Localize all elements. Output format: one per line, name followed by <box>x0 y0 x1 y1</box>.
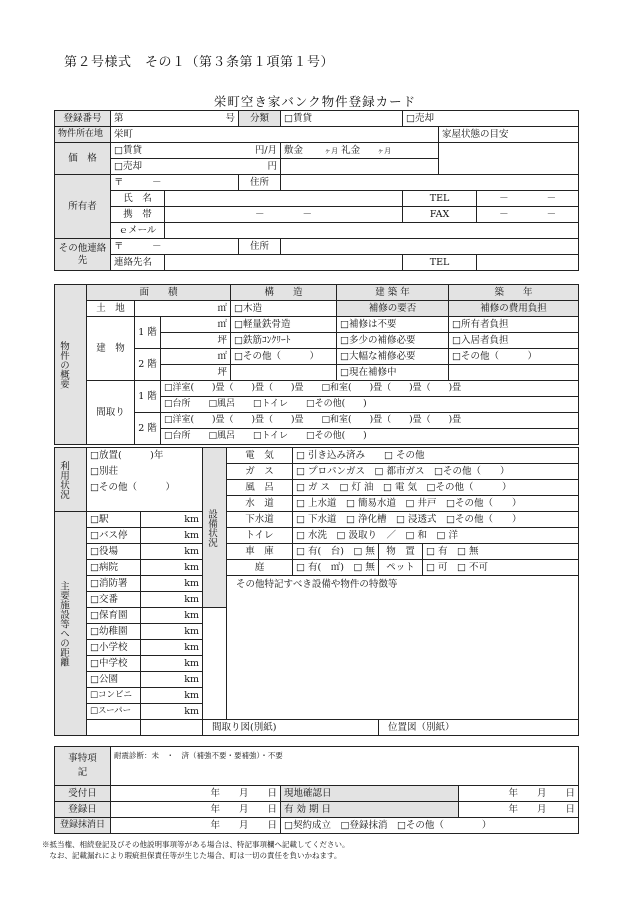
repair-need-header: 補修の要否 <box>337 301 449 317</box>
equip-sewer-value[interactable]: □ 下水道 □ 浄化槽 □ 浸透式 □その他（ ） <box>293 512 579 528</box>
registered-label: 登録日 <box>55 802 111 818</box>
equip-sewer-label: 下水道 <box>227 512 293 528</box>
struct-light-steel[interactable]: □軽量鉄骨造 <box>231 317 337 333</box>
equip-electric-value[interactable]: □ 引き込み済み □ その他 <box>293 448 579 464</box>
price-chintai-checkbox[interactable]: □賃貸 <box>114 145 142 156</box>
other-tel-field[interactable] <box>477 255 579 271</box>
facility-blank-km <box>141 720 203 736</box>
received-label: 受付日 <box>55 786 111 802</box>
floor1-sqm-field[interactable]: ㎡ <box>161 317 231 333</box>
struct-rc[interactable]: □鉄筋ｺﾝｸﾘｰﾄ <box>231 333 337 349</box>
reg-label: 登録番号 <box>55 111 111 127</box>
need-some[interactable]: □多少の補修必要 <box>337 333 449 349</box>
floor1-tsubo-field[interactable]: 坪 <box>161 333 231 349</box>
facility-blank <box>87 720 141 736</box>
other-contact-name-label: 連絡先名 <box>111 255 165 271</box>
other-postal[interactable]: 〒 － <box>111 239 239 255</box>
floor2-tsubo-field[interactable]: 坪 <box>161 365 231 381</box>
equip-garden-value[interactable]: □ 有( ㎡) □ 無 <box>293 560 379 576</box>
facility-nursery[interactable]: □保育園 <box>87 608 141 624</box>
equip-pet-value[interactable]: □ 可 □ 不可 <box>423 560 579 576</box>
cancel-reasons[interactable]: □契約成立 □登録抹消 □その他（ ） <box>281 818 579 834</box>
facility-nursery-km[interactable]: km <box>141 608 203 624</box>
area-header: 面 積 <box>87 285 231 301</box>
land-label: 土 地 <box>87 301 135 317</box>
special-features-label: その他特記すべき設備や物件の特徴等 <box>236 579 398 590</box>
site-check-label: 現地確認日 <box>281 786 459 802</box>
cost-blank <box>449 365 579 381</box>
form-title: 栄町空き家バンク物件登録カード <box>213 94 417 109</box>
floor2-sqm-field[interactable]: ㎡ <box>161 349 231 365</box>
equip-gas-label: ガ ス <box>227 464 293 480</box>
reg-dai: 第 <box>114 113 124 124</box>
other-contact-label: その他連絡先 <box>55 239 111 271</box>
facility-supermarket-km[interactable]: km <box>141 704 203 720</box>
registered-date[interactable]: 年 月 日 <box>111 802 281 818</box>
shikikin-label: 敷金 <box>284 144 304 156</box>
usage-villa[interactable]: □別荘 <box>90 466 118 477</box>
facility-police[interactable]: □交番 <box>87 592 141 608</box>
facility-bus[interactable]: □バス停 <box>87 528 141 544</box>
owner-fax-field[interactable]: － － <box>477 207 579 223</box>
equip-toilet-label: トイレ <box>227 528 293 544</box>
facility-juniorhigh[interactable]: □中学校 <box>87 656 141 672</box>
equip-water-label: 水 道 <box>227 496 293 512</box>
site-check-date[interactable]: 年 月 日 <box>459 786 579 802</box>
equip-storage-value[interactable]: □ 有 □ 無 <box>423 544 579 560</box>
reikin-label: 礼金 <box>341 144 361 156</box>
facility-police-km[interactable]: km <box>141 592 203 608</box>
equip-bath-value[interactable]: □ ガ ス □ 灯 油 □ 電 気 □その他（ ） <box>293 480 579 496</box>
price-unit-month: 円/月 <box>254 145 278 156</box>
cancelled-date[interactable]: 年 月 日 <box>111 818 281 834</box>
layout-floor2-rooms[interactable]: □洋室( )畳（ )畳（ )畳 □和室( )畳（ )畳（ )畳 <box>161 413 579 429</box>
cost-other[interactable]: □その他（ ） <box>449 349 579 365</box>
address-field[interactable]: 栄町 <box>111 127 439 143</box>
equip-garage-value[interactable]: □ 有( 台) □ 無 <box>293 544 379 560</box>
other-address-label: 住所 <box>239 239 281 255</box>
equip-water-value[interactable]: □ 上水道 □ 簡易水道 □ 井戸 □その他（ ） <box>293 496 579 512</box>
valid-label: 有 効 期 日 <box>281 802 459 818</box>
facility-bus-km[interactable]: km <box>141 528 203 544</box>
owner-postal[interactable]: 〒 － <box>111 175 239 191</box>
struct-other[interactable]: □その他（ ） <box>231 349 337 365</box>
equip-electric-label: 電 気 <box>227 448 293 464</box>
owner-name-field[interactable] <box>165 191 403 207</box>
reg-number-field[interactable] <box>111 111 239 127</box>
equip-garden-label: 庭 <box>227 560 293 576</box>
land-area-field[interactable]: ㎡ <box>135 301 231 317</box>
layout-floor1-facilities[interactable]: □台所 □風呂 □トイレ □その他( ) <box>161 397 579 413</box>
building-floor2-label: 2 階 <box>135 349 161 381</box>
footnotes <box>42 839 350 861</box>
usage-other[interactable]: □その他（ ） <box>90 482 175 493</box>
layout-label: 間取り <box>87 381 135 445</box>
notes-field[interactable]: 耐震診断：未 ・ 済（補強不要・要補強）・不要 <box>111 747 579 786</box>
form-header: 第２号様式 その１（第３条第１項第１号） <box>64 55 335 70</box>
location-map-field[interactable]: 位置図（別紙） <box>379 720 579 736</box>
owner-address-label: 住所 <box>239 175 281 191</box>
facility-kindergarten[interactable]: □幼稚園 <box>87 624 141 640</box>
owner-email-label: ｅメール <box>111 223 165 239</box>
price-baikyaku-field[interactable] <box>111 159 281 175</box>
price-baikyaku-checkbox[interactable]: □売却 <box>114 161 142 172</box>
facility-elementary-km[interactable]: km <box>141 640 203 656</box>
owner-address-field[interactable] <box>281 175 579 191</box>
facility-hospital-km[interactable]: km <box>141 560 203 576</box>
footnote-2: なお、記載漏れにより瑕疵担保責任等が生じた場合、町は一切の責任を負いかねます。 <box>42 851 342 860</box>
chiku-header: 築 年 <box>449 285 579 301</box>
need-none[interactable]: □補修は不要 <box>337 317 449 333</box>
cost-tenant[interactable]: □入居者負担 <box>449 333 579 349</box>
baikyaku-checkbox[interactable]: □売却 <box>403 111 579 127</box>
facility-townhall-km[interactable]: km <box>141 544 203 560</box>
usage-abandoned[interactable]: □放置( )年 <box>87 448 203 464</box>
facility-station-km[interactable]: km <box>141 512 203 528</box>
equip-garage-label: 車 庫 <box>227 544 293 560</box>
received-date[interactable]: 年 月 日 <box>111 786 281 802</box>
facility-station[interactable]: □駅 <box>87 512 141 528</box>
house-state-label: 家屋状態の目安 <box>439 127 579 143</box>
notes-dates-table <box>54 746 579 834</box>
facility-elementary[interactable]: □小学校 <box>87 640 141 656</box>
price-unit-yen: 円 <box>267 161 278 172</box>
built-year-header: 建 築 年 <box>337 285 449 301</box>
overview-label: 物件の概要 <box>55 285 87 445</box>
facility-supermarket[interactable]: □スーパー <box>87 704 141 720</box>
registration-card <box>54 110 579 271</box>
layout-floor2-label: 2 階 <box>135 413 161 445</box>
floorplan-field[interactable]: 間取り図(別紙) <box>203 720 379 736</box>
valid-date[interactable]: 年 月 日 <box>459 802 579 818</box>
price-label: 価 格 <box>55 143 111 175</box>
notes-label: 事特項記 <box>55 747 111 786</box>
facility-fire[interactable]: □消防署 <box>87 576 141 592</box>
building-floor1-label: 1 階 <box>135 317 161 349</box>
chintai-checkbox[interactable]: □賃貸 <box>281 111 403 127</box>
equip-pet-label: ペット <box>379 560 423 576</box>
struct-wood[interactable]: □木造 <box>231 301 337 317</box>
usage-equipment-table <box>54 447 579 736</box>
facility-juniorhigh-km[interactable]: km <box>141 656 203 672</box>
equip-bath-label: 風 呂 <box>227 480 293 496</box>
equipment-label: 設備状況 <box>203 448 227 608</box>
footnote-1: ※抵当権、相続登記及びその他説明事項等がある場合は、特記事項欄へ記載してください。 <box>42 840 350 849</box>
facility-kindergarten-km[interactable]: km <box>141 624 203 640</box>
equip-gas-value[interactable]: □ プロパンガス □ 都市ガス □その他（ ） <box>293 464 579 480</box>
house-state-field[interactable] <box>439 143 579 175</box>
owner-name-label: 氏 名 <box>111 191 165 207</box>
other-contact-name-field[interactable] <box>165 255 403 271</box>
reikin-kagetsu: ヶ月 <box>377 146 392 155</box>
owner-label: 所有者 <box>55 175 111 239</box>
overview-table <box>54 284 579 445</box>
owner-tel-label: TEL <box>403 191 477 207</box>
layout-floor1-label: 1 階 <box>135 381 161 413</box>
layout-floor1-rooms[interactable]: □洋室( )畳（ )畳（ )畳 □和室( )畳（ )畳（ )畳 <box>161 381 579 397</box>
need-major[interactable]: □大幅な補修必要 <box>337 349 449 365</box>
equip-storage-label: 物 置 <box>379 544 423 560</box>
facility-park-km[interactable]: km <box>141 672 203 688</box>
owner-email-field[interactable] <box>165 223 579 239</box>
layout-floor2-facilities[interactable]: □台所 □風呂 □トイレ □その他( ) <box>161 429 579 445</box>
bunrui-label: 分類 <box>239 111 281 127</box>
cost-owner[interactable]: □所有者負担 <box>449 317 579 333</box>
usage-blank <box>87 496 203 512</box>
price-chintai-field[interactable] <box>111 143 281 159</box>
equip-toilet-value[interactable]: □ 水洗 □ 汲取り ／ □ 和 □ 洋 <box>293 528 579 544</box>
owner-mobile-label: 携 帯 <box>111 207 165 223</box>
owner-fax-label: FAX <box>403 207 477 223</box>
structure-header: 構 造 <box>231 285 337 301</box>
facilities-label: 主要施設等への距離 <box>55 512 87 736</box>
facility-hospital[interactable]: □病院 <box>87 560 141 576</box>
facility-townhall[interactable]: □役場 <box>87 544 141 560</box>
facility-park[interactable]: □公園 <box>87 672 141 688</box>
other-tel-label: TEL <box>403 255 477 271</box>
price-blank <box>281 159 439 175</box>
special-features-field[interactable] <box>227 576 579 720</box>
usage-label: 利用状況 <box>55 448 87 512</box>
facility-convenience[interactable]: □コンビニ <box>87 688 141 704</box>
need-in-progress[interactable]: □現在補修中 <box>337 365 449 381</box>
building-label: 建 物 <box>87 317 135 381</box>
owner-tel-field[interactable]: － － <box>477 191 579 207</box>
owner-mobile-field[interactable]: － － <box>165 207 403 223</box>
struct-blank <box>231 365 337 381</box>
deposit-field[interactable] <box>281 143 439 159</box>
other-address-field[interactable] <box>281 239 579 255</box>
reg-go: 号 <box>225 113 236 124</box>
address-label: 物件所在地 <box>55 127 111 143</box>
facility-fire-km[interactable]: km <box>141 576 203 592</box>
cancelled-label: 登録抹消日 <box>55 818 111 834</box>
repair-cost-header: 補修の費用負担 <box>449 301 579 317</box>
shikikin-kagetsu: ヶ月 <box>324 146 339 155</box>
facility-convenience-km[interactable]: km <box>141 688 203 704</box>
